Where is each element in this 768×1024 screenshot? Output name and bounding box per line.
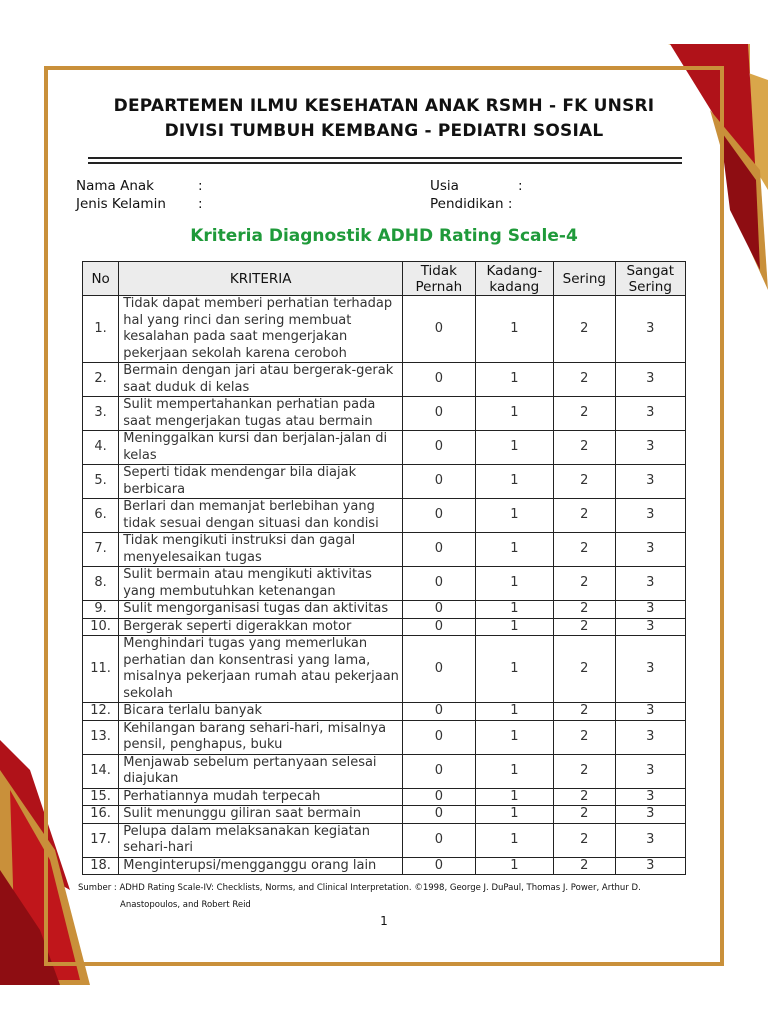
criterion-text: Sulit mengorganisasi tugas dan aktivitas: [119, 601, 403, 619]
score-option[interactable]: 2: [554, 363, 615, 397]
score-option[interactable]: 0: [403, 703, 475, 721]
table-row: [83, 499, 686, 533]
score-option[interactable]: 1: [475, 618, 554, 636]
score-option[interactable]: 1: [475, 788, 554, 806]
criterion-text: Sulit bermain atau mengikuti aktivitas yang membutuhkan ketenangan: [119, 567, 403, 601]
criteria-table: [82, 261, 686, 875]
criterion-text: Pelupa dalam melaksanakan kegiatan sehari-hari: [119, 823, 403, 857]
usia-label: Usia: [430, 178, 459, 194]
criterion-text: Sulit mempertahankan perhatian pada saat mengerjakan tugas atau bermain: [119, 397, 403, 431]
table-row: [83, 363, 686, 397]
score-option[interactable]: 1: [475, 499, 554, 533]
score-option[interactable]: 2: [554, 823, 615, 857]
row-number: 8.: [83, 567, 119, 601]
score-option[interactable]: 2: [554, 618, 615, 636]
row-number: 14.: [83, 754, 119, 788]
row-number: 18.: [83, 857, 119, 875]
score-option[interactable]: 2: [554, 397, 615, 431]
usia-colon: :: [518, 178, 523, 194]
score-option[interactable]: 0: [403, 296, 475, 363]
criterion-text: Menginterupsi/mengganggu orang lain: [119, 857, 403, 875]
row-number: 6.: [83, 499, 119, 533]
criterion-text: Menjawab sebelum pertanyaan selesai diajukan: [119, 754, 403, 788]
table-row: [83, 567, 686, 601]
score-option[interactable]: 2: [554, 499, 615, 533]
criterion-text: Kehilangan barang sehari-hari, misalnya pensil, penghapus, buku: [119, 720, 403, 754]
row-number: 5.: [83, 465, 119, 499]
score-option[interactable]: 1: [475, 636, 554, 703]
score-option[interactable]: 2: [554, 567, 615, 601]
row-number: 13.: [83, 720, 119, 754]
score-option[interactable]: 0: [403, 465, 475, 499]
header-line-2: DIVISI TUMBUH KEMBANG - PEDIATRI SOSIAL: [164, 121, 604, 141]
criterion-text: Sulit menunggu giliran saat bermain: [119, 806, 403, 824]
header-tidak-pernah: Tidak Pernah: [403, 262, 475, 296]
score-option[interactable]: 3: [615, 754, 686, 788]
form-subtitle: Kriteria Diagnostik ADHD Rating Scale-4: [190, 226, 578, 246]
score-option[interactable]: 2: [554, 533, 615, 567]
score-option[interactable]: 2: [554, 857, 615, 875]
row-number: 15.: [83, 788, 119, 806]
score-option[interactable]: 1: [475, 823, 554, 857]
nama-anak-label: Nama Anak: [76, 178, 154, 194]
score-option[interactable]: 0: [403, 499, 475, 533]
score-option[interactable]: 3: [615, 465, 686, 499]
score-option[interactable]: 3: [615, 720, 686, 754]
score-option[interactable]: 1: [475, 857, 554, 875]
table-row: [83, 720, 686, 754]
criterion-text: Bicara terlalu banyak: [119, 703, 403, 721]
criterion-text: Perhatiannya mudah terpecah: [119, 788, 403, 806]
table-row: [83, 788, 686, 806]
score-option[interactable]: 3: [615, 636, 686, 703]
score-option[interactable]: 2: [554, 754, 615, 788]
source-citation: [78, 880, 698, 914]
score-option[interactable]: 3: [615, 296, 686, 363]
criterion-text: Menghindari tugas yang memerlukan perhatian dan konsentrasi yang lama, misalnya pekerjaan rumah atau pekerjaan sekolah: [119, 636, 403, 703]
header-kriteria: KRITERIA: [119, 262, 403, 296]
score-option[interactable]: 3: [615, 397, 686, 431]
header-line-1: DEPARTEMEN ILMU KESEHATAN ANAK RSMH - FK UNSRI: [113, 96, 655, 116]
score-option[interactable]: 2: [554, 703, 615, 721]
table-row: [83, 823, 686, 857]
score-option[interactable]: 0: [403, 636, 475, 703]
score-option[interactable]: 0: [403, 601, 475, 619]
score-option[interactable]: 1: [475, 431, 554, 465]
score-option[interactable]: 3: [615, 703, 686, 721]
score-option[interactable]: 0: [403, 431, 475, 465]
score-option[interactable]: 2: [554, 601, 615, 619]
score-option[interactable]: 0: [403, 857, 475, 875]
score-option[interactable]: 1: [475, 703, 554, 721]
score-option[interactable]: 3: [615, 618, 686, 636]
score-option[interactable]: 1: [475, 296, 554, 363]
row-number: 4.: [83, 431, 119, 465]
criterion-text: Bermain dengan jari atau bergerak-gerak saat duduk di kelas: [119, 363, 403, 397]
score-option[interactable]: 1: [475, 720, 554, 754]
score-option[interactable]: 3: [615, 499, 686, 533]
nama-anak-colon: :: [198, 178, 203, 194]
criterion-text: Tidak mengikuti instruksi dan gagal menyelesaikan tugas: [119, 533, 403, 567]
criterion-text: Berlari dan memanjat berlebihan yang tidak sesuai dengan situasi dan kondisi: [119, 499, 403, 533]
source-line-1: Sumber : ADHD Rating Scale-IV: Checklists, Norms, and Clinical Interpretation. ©1998, George J. DuPaul, Thomas J. Power, Arthur D.: [78, 883, 641, 893]
table-row: [83, 703, 686, 721]
score-option[interactable]: 1: [475, 567, 554, 601]
score-option[interactable]: 0: [403, 806, 475, 824]
row-number: 12.: [83, 703, 119, 721]
row-number: 2.: [83, 363, 119, 397]
jenis-kelamin-label: Jenis Kelamin: [76, 196, 166, 212]
row-number: 17.: [83, 823, 119, 857]
header-no: No: [83, 262, 119, 296]
score-option[interactable]: 2: [554, 788, 615, 806]
row-number: 1.: [83, 296, 119, 363]
score-option[interactable]: 0: [403, 720, 475, 754]
score-option[interactable]: 0: [403, 533, 475, 567]
jenis-kelamin-colon: :: [198, 196, 203, 212]
score-option[interactable]: 2: [554, 636, 615, 703]
header-divider-bottom: [88, 162, 682, 164]
score-option[interactable]: 1: [475, 465, 554, 499]
row-number: 3.: [83, 397, 119, 431]
score-option[interactable]: 2: [554, 431, 615, 465]
row-number: 9.: [83, 601, 119, 619]
score-option[interactable]: 3: [615, 857, 686, 875]
criterion-text: Bergerak seperti digerakkan motor: [119, 618, 403, 636]
table-row: [83, 397, 686, 431]
criterion-text: Tidak dapat memberi perhatian terhadap hal yang rinci dan sering membuat kesalahan pada saat mengerjakan pekerjaan sekolah karena ceroboh: [119, 296, 403, 363]
header-sangat-sering: Sangat Sering: [615, 262, 686, 296]
table-header-row: [83, 262, 686, 296]
table-row: [83, 431, 686, 465]
score-option[interactable]: 2: [554, 465, 615, 499]
score-option[interactable]: 0: [403, 788, 475, 806]
table-row: [83, 636, 686, 703]
header-sering: Sering: [554, 262, 615, 296]
score-option[interactable]: 3: [615, 806, 686, 824]
header-divider-top: [88, 157, 682, 159]
score-option[interactable]: 3: [615, 363, 686, 397]
table-row: [83, 465, 686, 499]
score-option[interactable]: 3: [615, 533, 686, 567]
score-option[interactable]: 3: [615, 567, 686, 601]
table-row: [83, 857, 686, 875]
score-option[interactable]: 3: [615, 823, 686, 857]
score-option[interactable]: 0: [403, 567, 475, 601]
row-number: 10.: [83, 618, 119, 636]
score-option[interactable]: 3: [615, 431, 686, 465]
score-option[interactable]: 2: [554, 720, 615, 754]
score-option[interactable]: 1: [475, 397, 554, 431]
score-option[interactable]: 2: [554, 806, 615, 824]
score-option[interactable]: 1: [475, 363, 554, 397]
table-row: [83, 806, 686, 824]
score-option[interactable]: 1: [475, 601, 554, 619]
score-option[interactable]: 1: [475, 806, 554, 824]
score-option[interactable]: 0: [403, 363, 475, 397]
score-option[interactable]: 1: [475, 754, 554, 788]
table-row: [83, 296, 686, 363]
score-option[interactable]: 2: [554, 296, 615, 363]
row-number: 7.: [83, 533, 119, 567]
score-option[interactable]: 0: [403, 397, 475, 431]
criterion-text: Meninggalkan kursi dan berjalan-jalan di kelas: [119, 431, 403, 465]
table-row: [83, 533, 686, 567]
table-row: [83, 618, 686, 636]
row-number: 11.: [83, 636, 119, 703]
score-option[interactable]: 0: [403, 823, 475, 857]
table-row: [83, 754, 686, 788]
table-row: [83, 601, 686, 619]
score-option[interactable]: 0: [403, 754, 475, 788]
page-number: 1: [380, 914, 388, 928]
row-number: 16.: [83, 806, 119, 824]
score-option[interactable]: 0: [403, 618, 475, 636]
score-option[interactable]: 1: [475, 533, 554, 567]
header-kadang-kadang: Kadang-kadang: [475, 262, 554, 296]
pendidikan-label: Pendidikan :: [430, 196, 513, 212]
source-line-2: Anastopoulos, and Robert Reid: [120, 900, 251, 910]
score-option[interactable]: 3: [615, 601, 686, 619]
score-option[interactable]: 3: [615, 788, 686, 806]
criterion-text: Seperti tidak mendengar bila diajak berbicara: [119, 465, 403, 499]
